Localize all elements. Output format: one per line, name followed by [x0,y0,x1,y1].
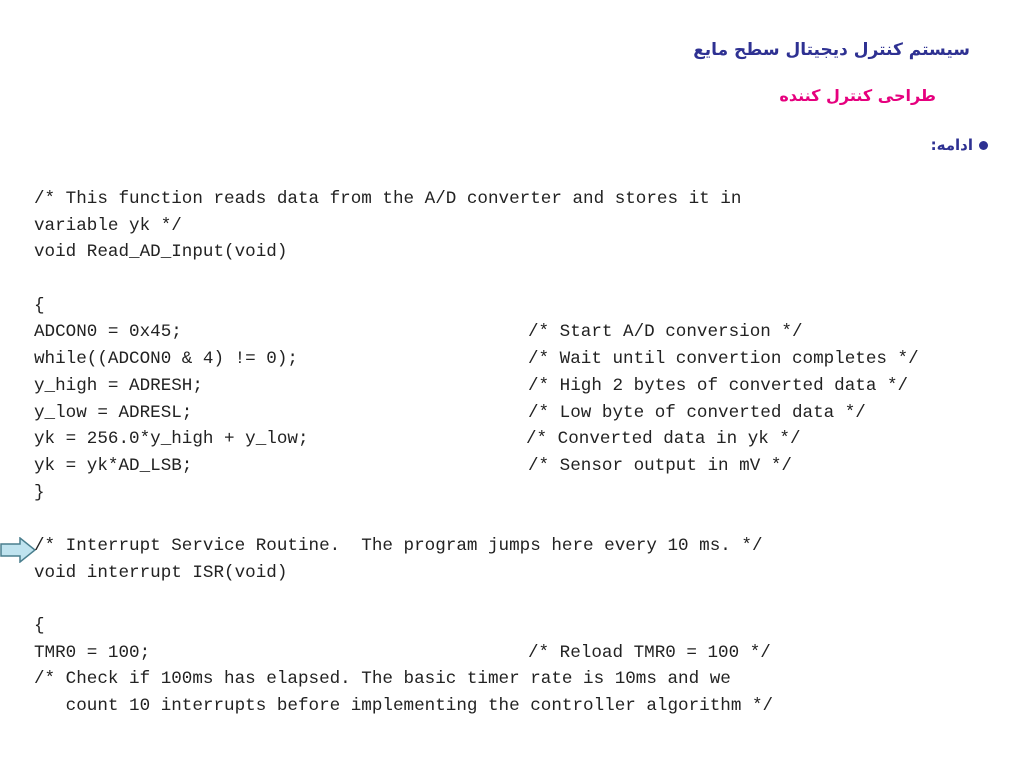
right-arrow-icon [0,537,36,563]
code-line [34,239,1014,266]
bullet-text: ادامه: [930,136,973,154]
code-comment: /* Converted data in yk */ [526,429,801,450]
code-comment: /* Start A/D conversion */ [528,322,803,343]
code-comment: /* High 2 bytes of converted data */ [528,375,909,396]
code-statement: } [34,482,45,503]
code-statement: count 10 interrupts before implementing the controller algorithm */ [34,696,774,717]
code-line [34,506,1014,533]
code-line [34,213,1014,240]
code-line [34,373,1014,400]
code-line [34,266,1014,293]
slide-subtitle: طراحی کنترل کننده [779,86,936,105]
code-line [34,480,1014,507]
bullet-item [931,136,988,154]
code-statement: { [34,616,45,636]
code-statement: variable yk */ [34,215,182,236]
slide-title: سیستم کنترل دیجیتال سطح مایع [693,40,970,60]
code-comment: /* Reload TMR0 = 100 */ [528,642,771,663]
code-line [34,186,1014,213]
code-statement: ADCON0 = 0x45; [34,322,182,343]
code-line [34,666,1014,693]
code-comment: /* Wait until convertion completes */ [528,349,919,370]
code-statement: /* This function reads data from the A/D converter and stores it in [34,189,742,209]
code-line [34,400,1014,427]
code-line [34,293,1014,320]
code-line [34,586,1014,613]
code-statement: yk = 256.0*y_high + y_low; [34,429,309,450]
code-statement: { [34,295,45,316]
code-line [34,346,1014,373]
code-statement: /* Check if 100ms has elapsed. The basic timer rate is 10ms and we [34,669,731,690]
code-line [34,319,1014,346]
code-line [34,453,1014,480]
code-line [34,613,1014,640]
code-statement: /* Interrupt Service Routine. The program jumps here every 10 ms. */ [34,535,763,556]
code-statement: y_low = ADRESL; [34,402,193,423]
code-statement: void interrupt ISR(void) [34,562,288,583]
code-line [34,640,1014,667]
code-comment: /* Sensor output in mV */ [528,455,792,476]
code-statement: TMR0 = 100; [34,642,151,663]
code-line [34,533,1014,560]
code-line [34,426,1014,453]
code-line [34,560,1014,587]
code-statement: while((ADCON0 & 4) != 0); [34,349,298,370]
bullet-dot-icon [979,141,988,150]
code-listing [34,186,1014,720]
code-statement: yk = yk*AD_LSB; [34,455,193,476]
code-comment: /* Low byte of converted data */ [528,402,866,423]
code-statement: void Read_AD_Input(void) [34,242,288,263]
code-statement: y_high = ADRESH; [34,375,203,396]
code-line [34,693,1014,720]
